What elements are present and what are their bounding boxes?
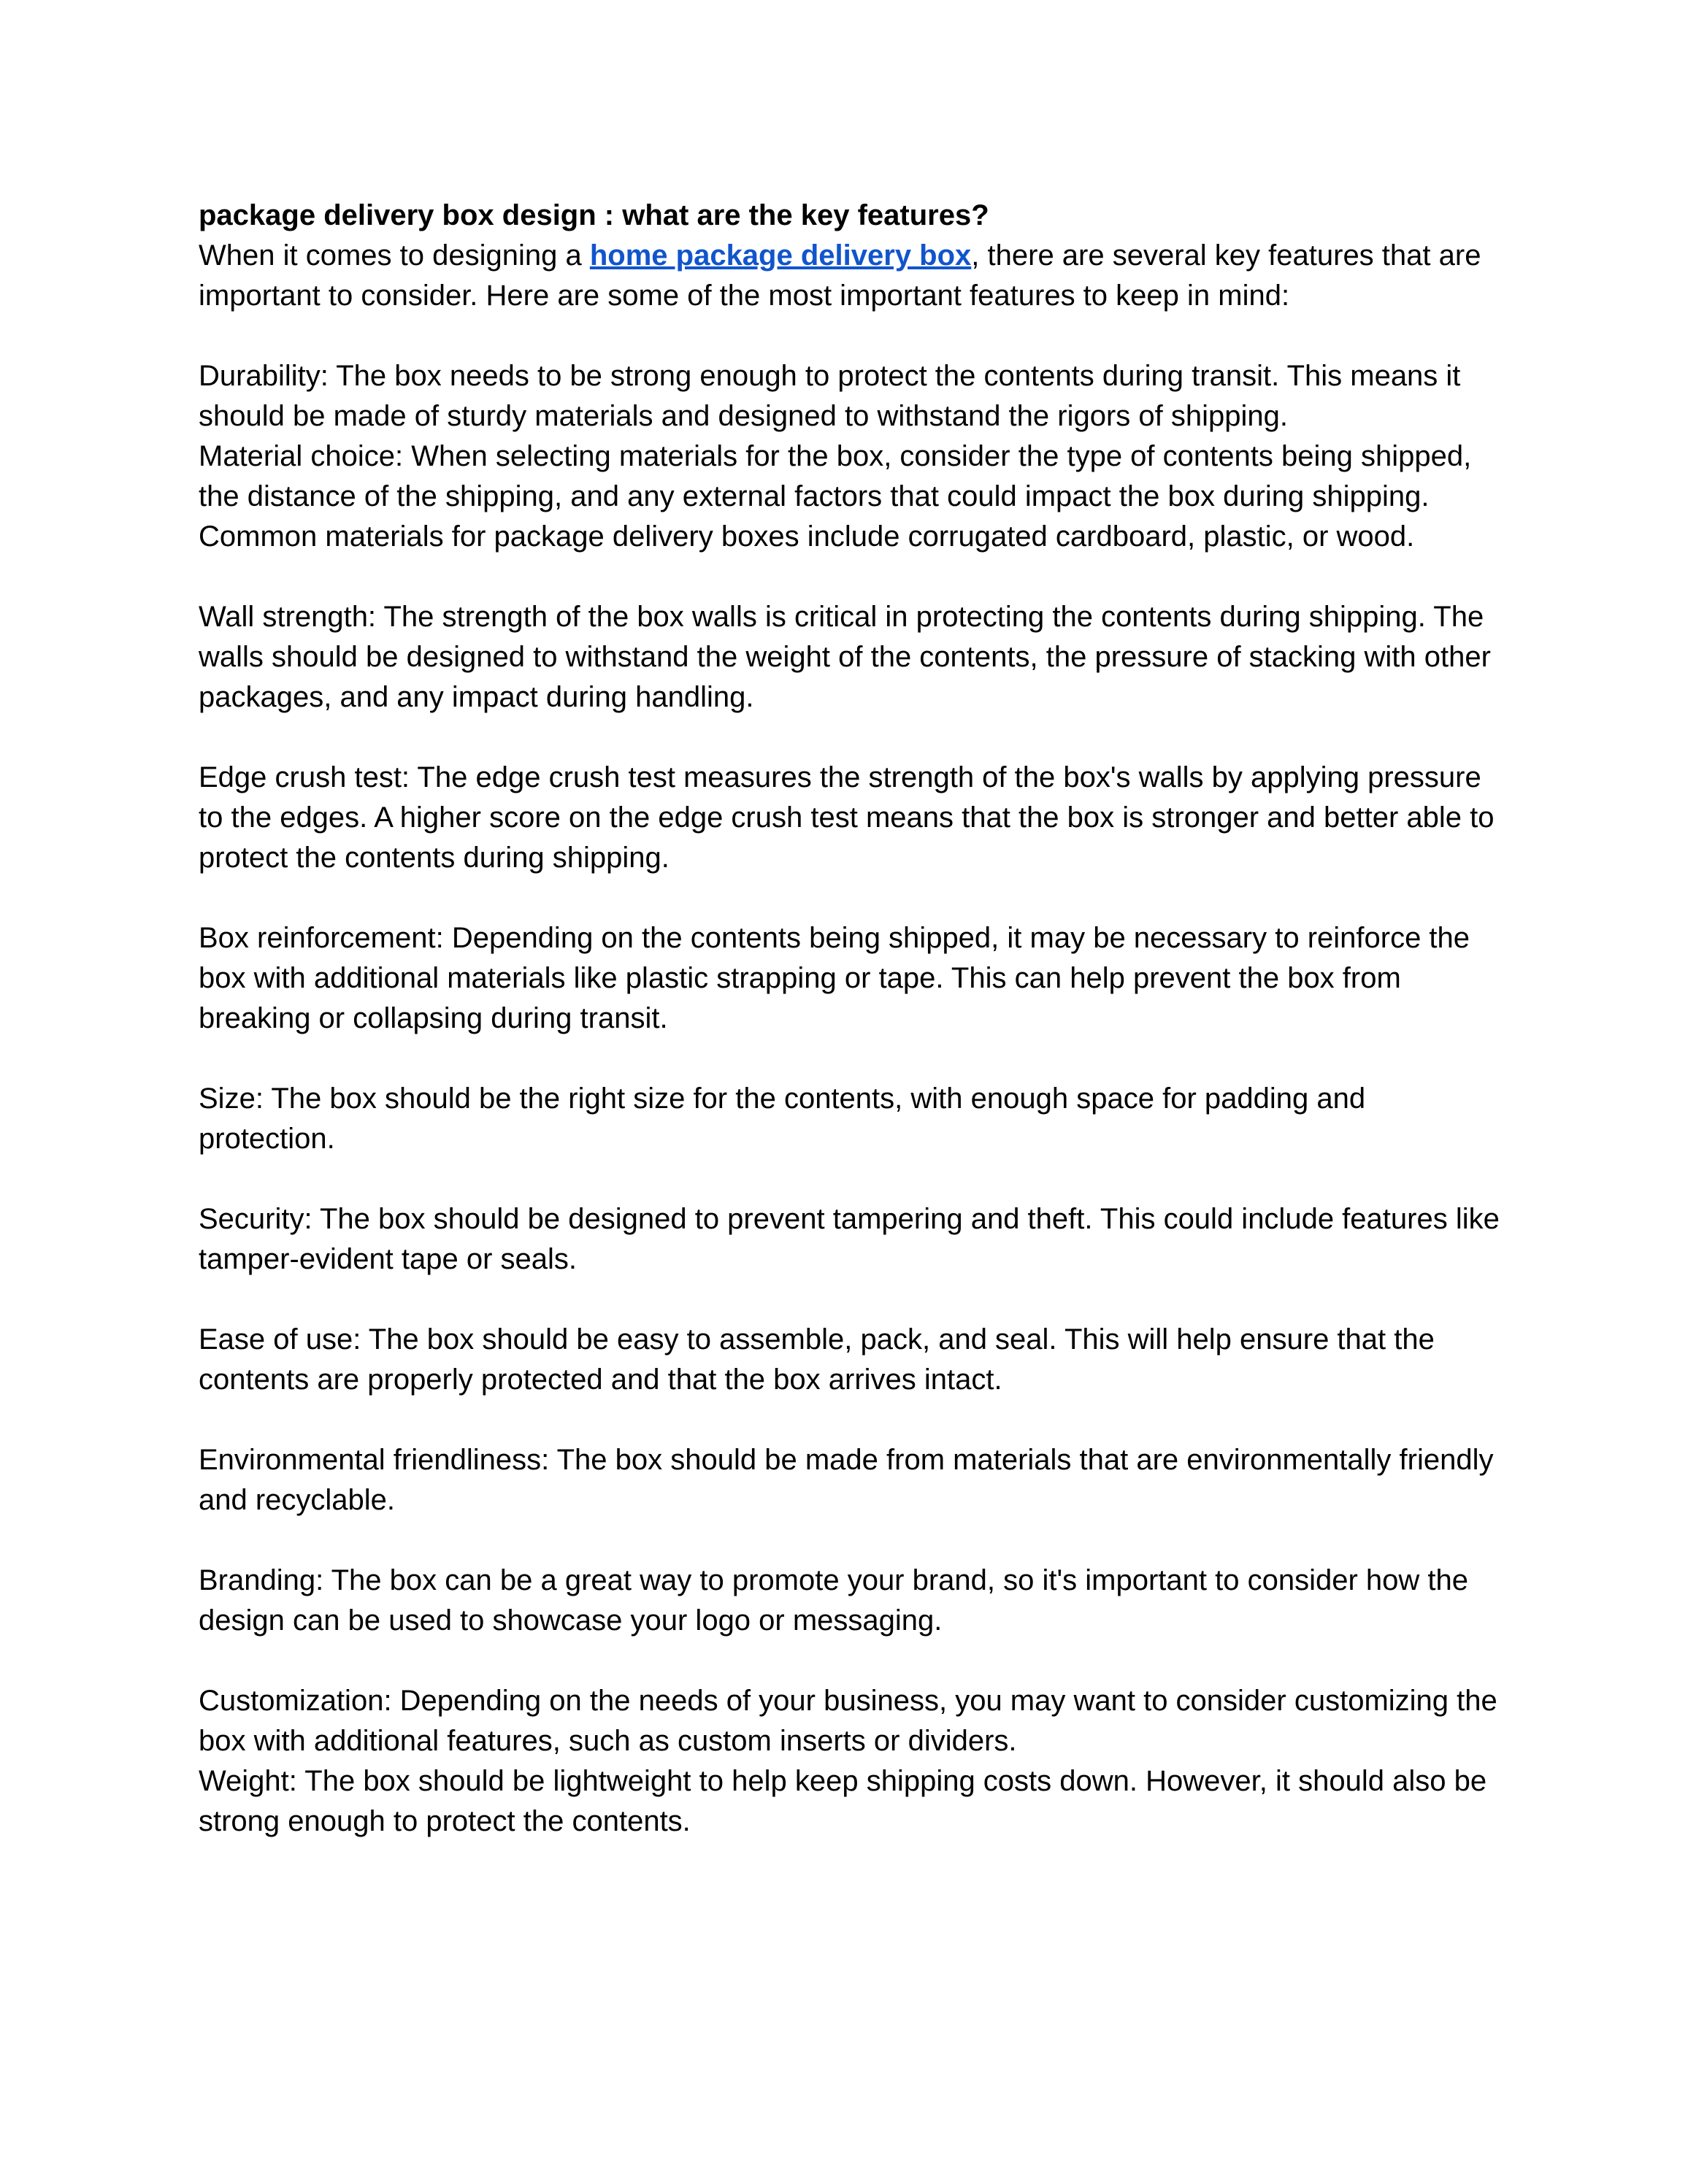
paragraph-spacer [199, 1400, 1505, 1440]
home-package-delivery-box-link[interactable]: home package delivery box [589, 239, 972, 272]
document-page [199, 196, 1505, 1842]
paragraph-spacer [199, 1039, 1505, 1079]
weight-paragraph: Weight: The box should be lightweight to help keep shipping costs down. However, it should also be strong enough to protect the contents. [199, 1765, 1487, 1837]
size-paragraph: Size: The box should be the right size for the contents, with enough space for padding and protection. [199, 1083, 1366, 1155]
wall-strength-paragraph: Wall strength: The strength of the box walls is critical in protecting the contents during shipping. The walls should be designed to withstand the weight of the contents, the pressure of stacking with other packages, and any impact during handling. [199, 601, 1491, 713]
environmental-friendliness-paragraph: Environmental friendliness: The box should be made from materials that are environmentally friendly and recyclable. [199, 1444, 1494, 1516]
paragraph-spacer [199, 1520, 1505, 1561]
box-reinforcement-paragraph: Box reinforcement: Depending on the contents being shipped, it may be necessary to reinforce the box with additional materials like plastic strapping or tape. This can help prevent the box from breaking or collapsing during transit. [199, 922, 1470, 1034]
paragraph-spacer [199, 1280, 1505, 1320]
material-choice-paragraph: Material choice: When selecting materials for the box, consider the type of contents being shipped, the distance of the shipping, and any external factors that could impact the box during shipping. Common materials for package delivery boxes include corrugated cardboard, plastic, or wood. [199, 440, 1472, 553]
intro-text-before-link: When it comes to designing a [199, 239, 590, 272]
paragraph-spacer [199, 878, 1505, 918]
intro-paragraph [199, 236, 1505, 316]
edge-crush-test-paragraph: Edge crush test: The edge crush test measures the strength of the box's walls by applying pressure to the edges. A higher score on the edge crush test means that the box is stronger and better able to protect the contents during shipping. [199, 761, 1495, 874]
durability-paragraph: Durability: The box needs to be strong enough to protect the contents during transit. This means it should be made of sturdy materials and designed to withstand the rigors of shipping. [199, 360, 1461, 432]
paragraph-spacer [199, 718, 1505, 758]
paragraph-spacer [199, 316, 1505, 356]
branding-paragraph: Branding: The box can be a great way to promote your brand, so it's important to consider how the design can be used to showcase your logo or messaging. [199, 1564, 1468, 1637]
customization-paragraph: Customization: Depending on the needs of your business, you may want to consider customizing the box with additional features, such as custom inserts or dividers. [199, 1685, 1497, 1757]
intro-text-after-link: , there are several key features that are important to consider. Here are some of the most important features to keep in mind: [199, 239, 1481, 312]
paragraph-spacer [199, 557, 1505, 597]
security-paragraph: Security: The box should be designed to prevent tampering and theft. This could include features like tamper-evident tape or seals. [199, 1203, 1500, 1275]
paragraph-spacer [199, 1159, 1505, 1199]
paragraph-spacer [199, 1641, 1505, 1681]
document-title: package delivery box design : what are the key features? [199, 199, 989, 231]
ease-of-use-paragraph: Ease of use: The box should be easy to assemble, pack, and seal. This will help ensure that the contents are properly protected and that the box arrives intact. [199, 1323, 1435, 1396]
